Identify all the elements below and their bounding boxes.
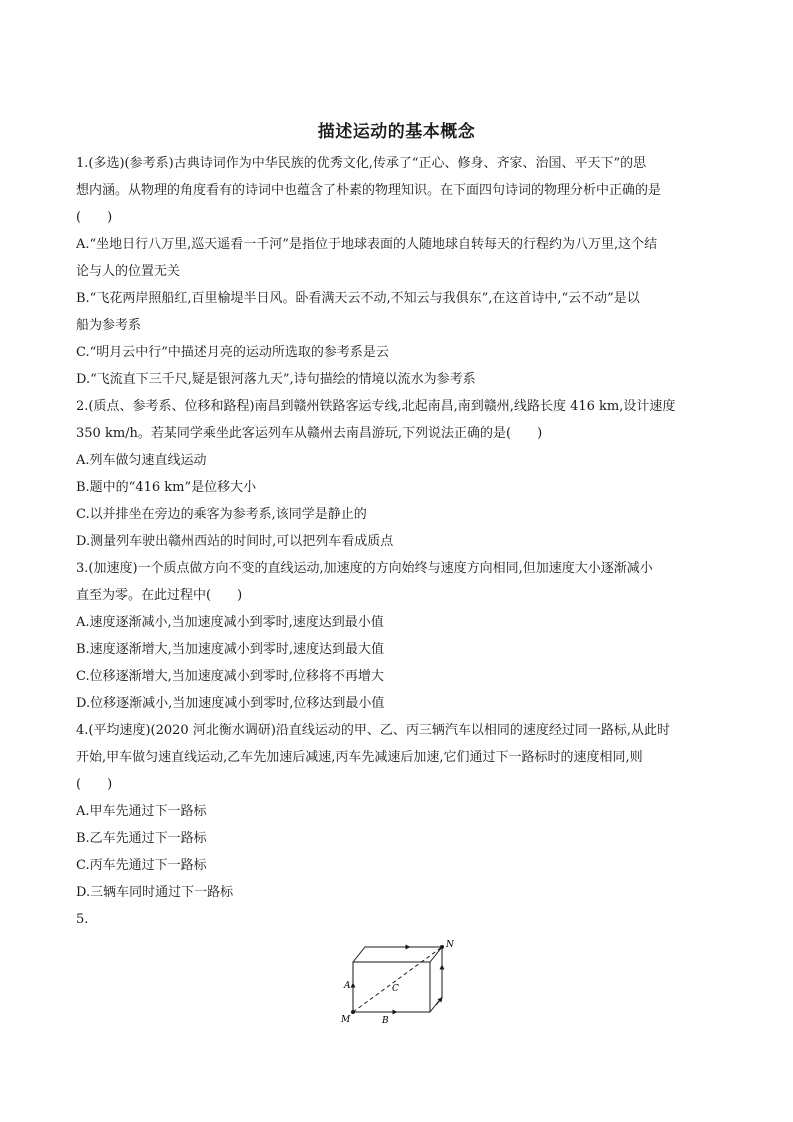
label-n: N (446, 940, 454, 950)
arrow-right-bottom (436, 999, 441, 1005)
text-line: D.“飞流直下三千尺,疑是银河落九天”,诗句描绘的情境以流水为参考系 (76, 372, 476, 387)
text-line: ( ) (76, 210, 113, 225)
text-line: 论与人的位置无关 (76, 264, 181, 279)
label-b: B (382, 1016, 389, 1025)
cuboid-figure (330, 935, 460, 1025)
text-line: B.乙车先通过下一路标 (76, 831, 207, 846)
page-title: 描述运动的基本概念 (317, 122, 476, 142)
text-line: B.“飞花两岸照船红,百里榆堤半日风。卧看满天云不动,不知云与我俱东”,在这首诗中,“云不动”是以 (76, 291, 640, 306)
label-m: M (341, 1015, 351, 1025)
text-line: C.“明月云中行”中描述月亮的运动所选取的参考系是云 (76, 345, 389, 360)
question-text (76, 150, 721, 933)
text-line: A.甲车先通过下一路标 (76, 804, 207, 819)
text-line: C.位移逐渐增大,当加速度减小到零时,位移将不再增大 (76, 669, 384, 684)
path-c-diagonal (353, 947, 442, 1012)
text-line: B.题中的“416 km”是位移大小 (76, 480, 257, 495)
text-line: D.三辆车同时通过下一路标 (76, 885, 234, 900)
text-line: 3.(加速度)一个质点做方向不变的直线运动,加速度的方向始终与速度方向相同,但加速度大小逐渐减小 (76, 561, 653, 576)
point-m (351, 1010, 355, 1014)
text-line: 想内涵。从物理的角度看有的诗词中也蕴含了朴素的物理知识。在下面四句诗词的物理分析中正确的是 (76, 183, 662, 198)
text-line: 1.(多选)(参考系)古典诗词作为中华民族的优秀文化,传承了“正心、修身、齐家、治国、平天下”的思 (76, 156, 647, 171)
text-line: D.测量列车驶出赣州西站的时间时,可以把列车看成质点 (76, 534, 394, 549)
text-line: 350 km/h。若某同学乘坐此客运列车从赣州去南昌游玩,下列说法正确的是( ) (76, 426, 543, 441)
text-line: D.位移逐渐减小,当加速度减小到零时,位移达到最小值 (76, 696, 385, 711)
right-face (430, 947, 442, 1012)
text-line: C.以并排坐在旁边的乘客为参考系,该同学是静止的 (76, 507, 367, 522)
text-line: 船为参考系 (76, 318, 142, 333)
text-line: A.列车做匀速直线运动 (76, 453, 207, 468)
text-line: 直至为零。在此过程中( ) (76, 588, 243, 603)
text-line: 5. (76, 912, 89, 927)
text-line: A.“坐地日行八万里,巡天遥看一千河”是指位于地球表面的人随地球自转每天的行程约为八万里,这个结 (76, 237, 658, 252)
label-a: A (344, 981, 351, 991)
label-c: C (392, 984, 399, 994)
text-line: ( ) (76, 777, 113, 792)
text-line: C.丙车先通过下一路标 (76, 858, 207, 873)
text-line: B.速度逐渐增大,当加速度减小到零时,速度达到最大值 (76, 642, 384, 657)
top-face (353, 947, 442, 962)
point-n (440, 945, 444, 949)
text-line: 开始,甲车做匀速直线运动,乙车先加速后减速,丙车先减速后加速,它们通过下一路标时的速度相同,则 (76, 750, 643, 765)
text-line: 4.(平均速度)(2020 河北衡水调研)沿直线运动的甲、乙、丙三辆汽车以相同的速度经过同一路标,从此时 (76, 723, 671, 738)
text-line: A.速度逐渐减小,当加速度减小到零时,速度达到最小值 (76, 615, 384, 630)
text-line: 2.(质点、参考系、位移和路程)南昌到赣州铁路客运专线,北起南昌,南到赣州,线路长度 416 km,设计速度 (76, 399, 676, 414)
cuboid-diagram (330, 935, 460, 1025)
